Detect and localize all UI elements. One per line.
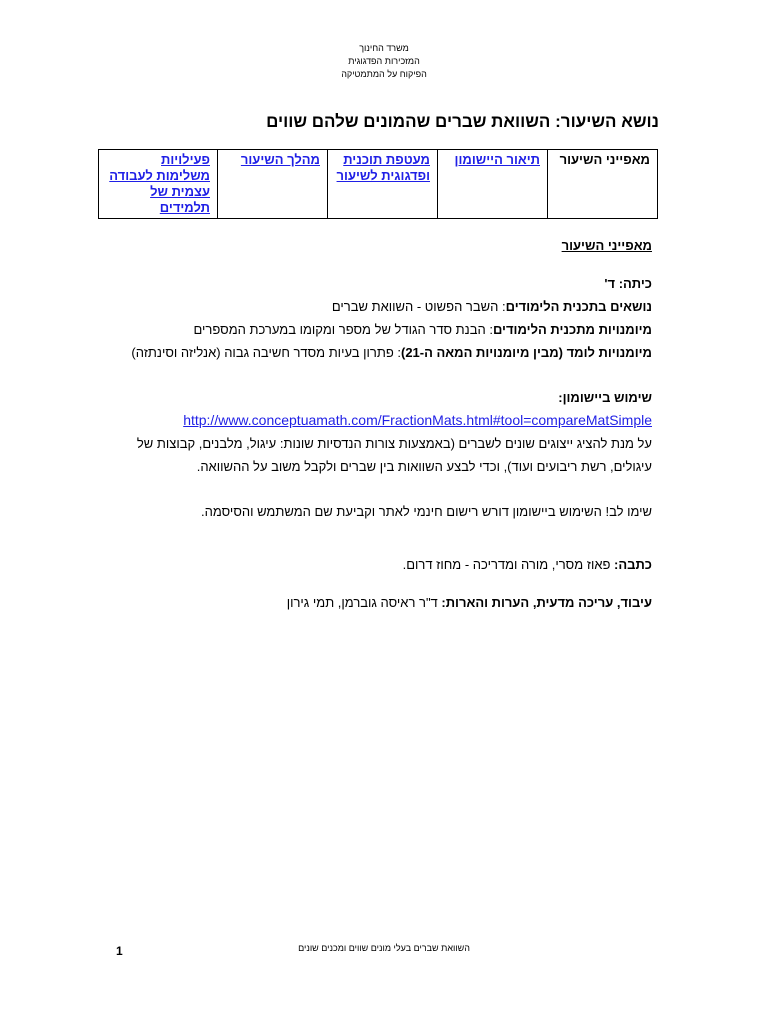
page-number: 1 bbox=[116, 944, 123, 958]
topics-value: : השבר הפשוט - השוואת שברים bbox=[331, 299, 506, 314]
header-ministry: משרד החינוך bbox=[359, 43, 409, 53]
learner-skills-label: מיומנויות לומד (מבין מיומנויות המאה ה-21) bbox=[400, 345, 652, 360]
app-usage-heading: שימוש ביישומון: bbox=[558, 390, 652, 405]
app-url-link[interactable]: http://www.conceptuamath.com/FractionMats.html#tool=compareMatSimple bbox=[183, 412, 652, 428]
app-url-line bbox=[92, 409, 652, 432]
nav-cell-program-envelope[interactable] bbox=[328, 150, 438, 219]
grade-line bbox=[92, 272, 652, 295]
header-secretariat: המזכירות הפדגוגית bbox=[348, 56, 420, 66]
nav-cell-lesson-flow[interactable] bbox=[218, 150, 328, 219]
footer-title: השוואת שברים בעלי מונים שווים ומכנים שונים bbox=[298, 943, 470, 953]
skills-label: מיומנויות מתכנית הלימודים bbox=[492, 322, 652, 337]
topics-line bbox=[92, 295, 652, 318]
editing-line bbox=[92, 591, 652, 614]
topics-label: נושאים בתכנית הלימודים bbox=[505, 299, 652, 314]
lesson-title: נושא השיעור: השוואת שברים שהמונים שלהם שווים bbox=[266, 112, 659, 131]
header-supervision: הפיקוח על המתמטיקה bbox=[341, 69, 427, 79]
skills-value: : הבנת סדר הגודל של מספר ומקומו במערכת המספרים bbox=[193, 322, 493, 337]
grade-value: ד' bbox=[604, 276, 616, 291]
editing-label: עיבוד, עריכה מדעית, הערות והארות: bbox=[441, 595, 652, 610]
app-description: על מנת להציג ייצוגים שונים לשברים (באמצעות צורות הנדסיות שונות: עיגול, מלבנים, קבוצות של עיגולים, רשת ריבועים ועוד), וכדי לבצע השוואות בין שברים ולקבל משוב על ההשוואה. bbox=[136, 436, 652, 474]
document-header bbox=[0, 42, 768, 81]
author-value: פאוז מסרי, מורה ומדריכה - מחוז דרום. bbox=[402, 557, 615, 572]
nav-cell-characteristics bbox=[548, 150, 658, 219]
learner-skills-line bbox=[92, 341, 652, 364]
learner-skills-value: : פתרון בעיות מסדר חשיבה גבוה (אנליזה וסינתזה) bbox=[131, 345, 401, 360]
editing-value: ד"ר ראיסה גוברמן, תמי גירון bbox=[286, 595, 442, 610]
section-heading-characteristics: מאפייני השיעור bbox=[561, 238, 652, 253]
document-body bbox=[92, 234, 652, 614]
registration-note: שימו לב! השימוש ביישומון דורש רישום חינמי לאתר וקביעת שם המשתמש והסיסמה. bbox=[201, 504, 652, 519]
nav-cell-app-description[interactable] bbox=[438, 150, 548, 219]
nav-characteristics-label: מאפייני השיעור bbox=[559, 152, 650, 167]
skills-line bbox=[92, 318, 652, 341]
nav-link-program-envelope[interactable]: מעטפת תוכנית ופדגוגית לשיעור bbox=[336, 152, 430, 183]
nav-cell-supplementary-activities[interactable] bbox=[99, 150, 218, 219]
author-line bbox=[92, 553, 652, 576]
grade-label: כיתה: bbox=[618, 276, 652, 291]
nav-link-supplementary-activities[interactable]: פעילויות משלימות לעבודה עצמית של תלמידים bbox=[109, 152, 210, 215]
nav-link-lesson-flow[interactable]: מהלך השיעור bbox=[240, 152, 320, 167]
lesson-navigation-table bbox=[98, 149, 658, 219]
author-label: כתבה: bbox=[614, 557, 652, 572]
nav-link-app-description[interactable]: תיאור היישומון bbox=[454, 152, 540, 167]
